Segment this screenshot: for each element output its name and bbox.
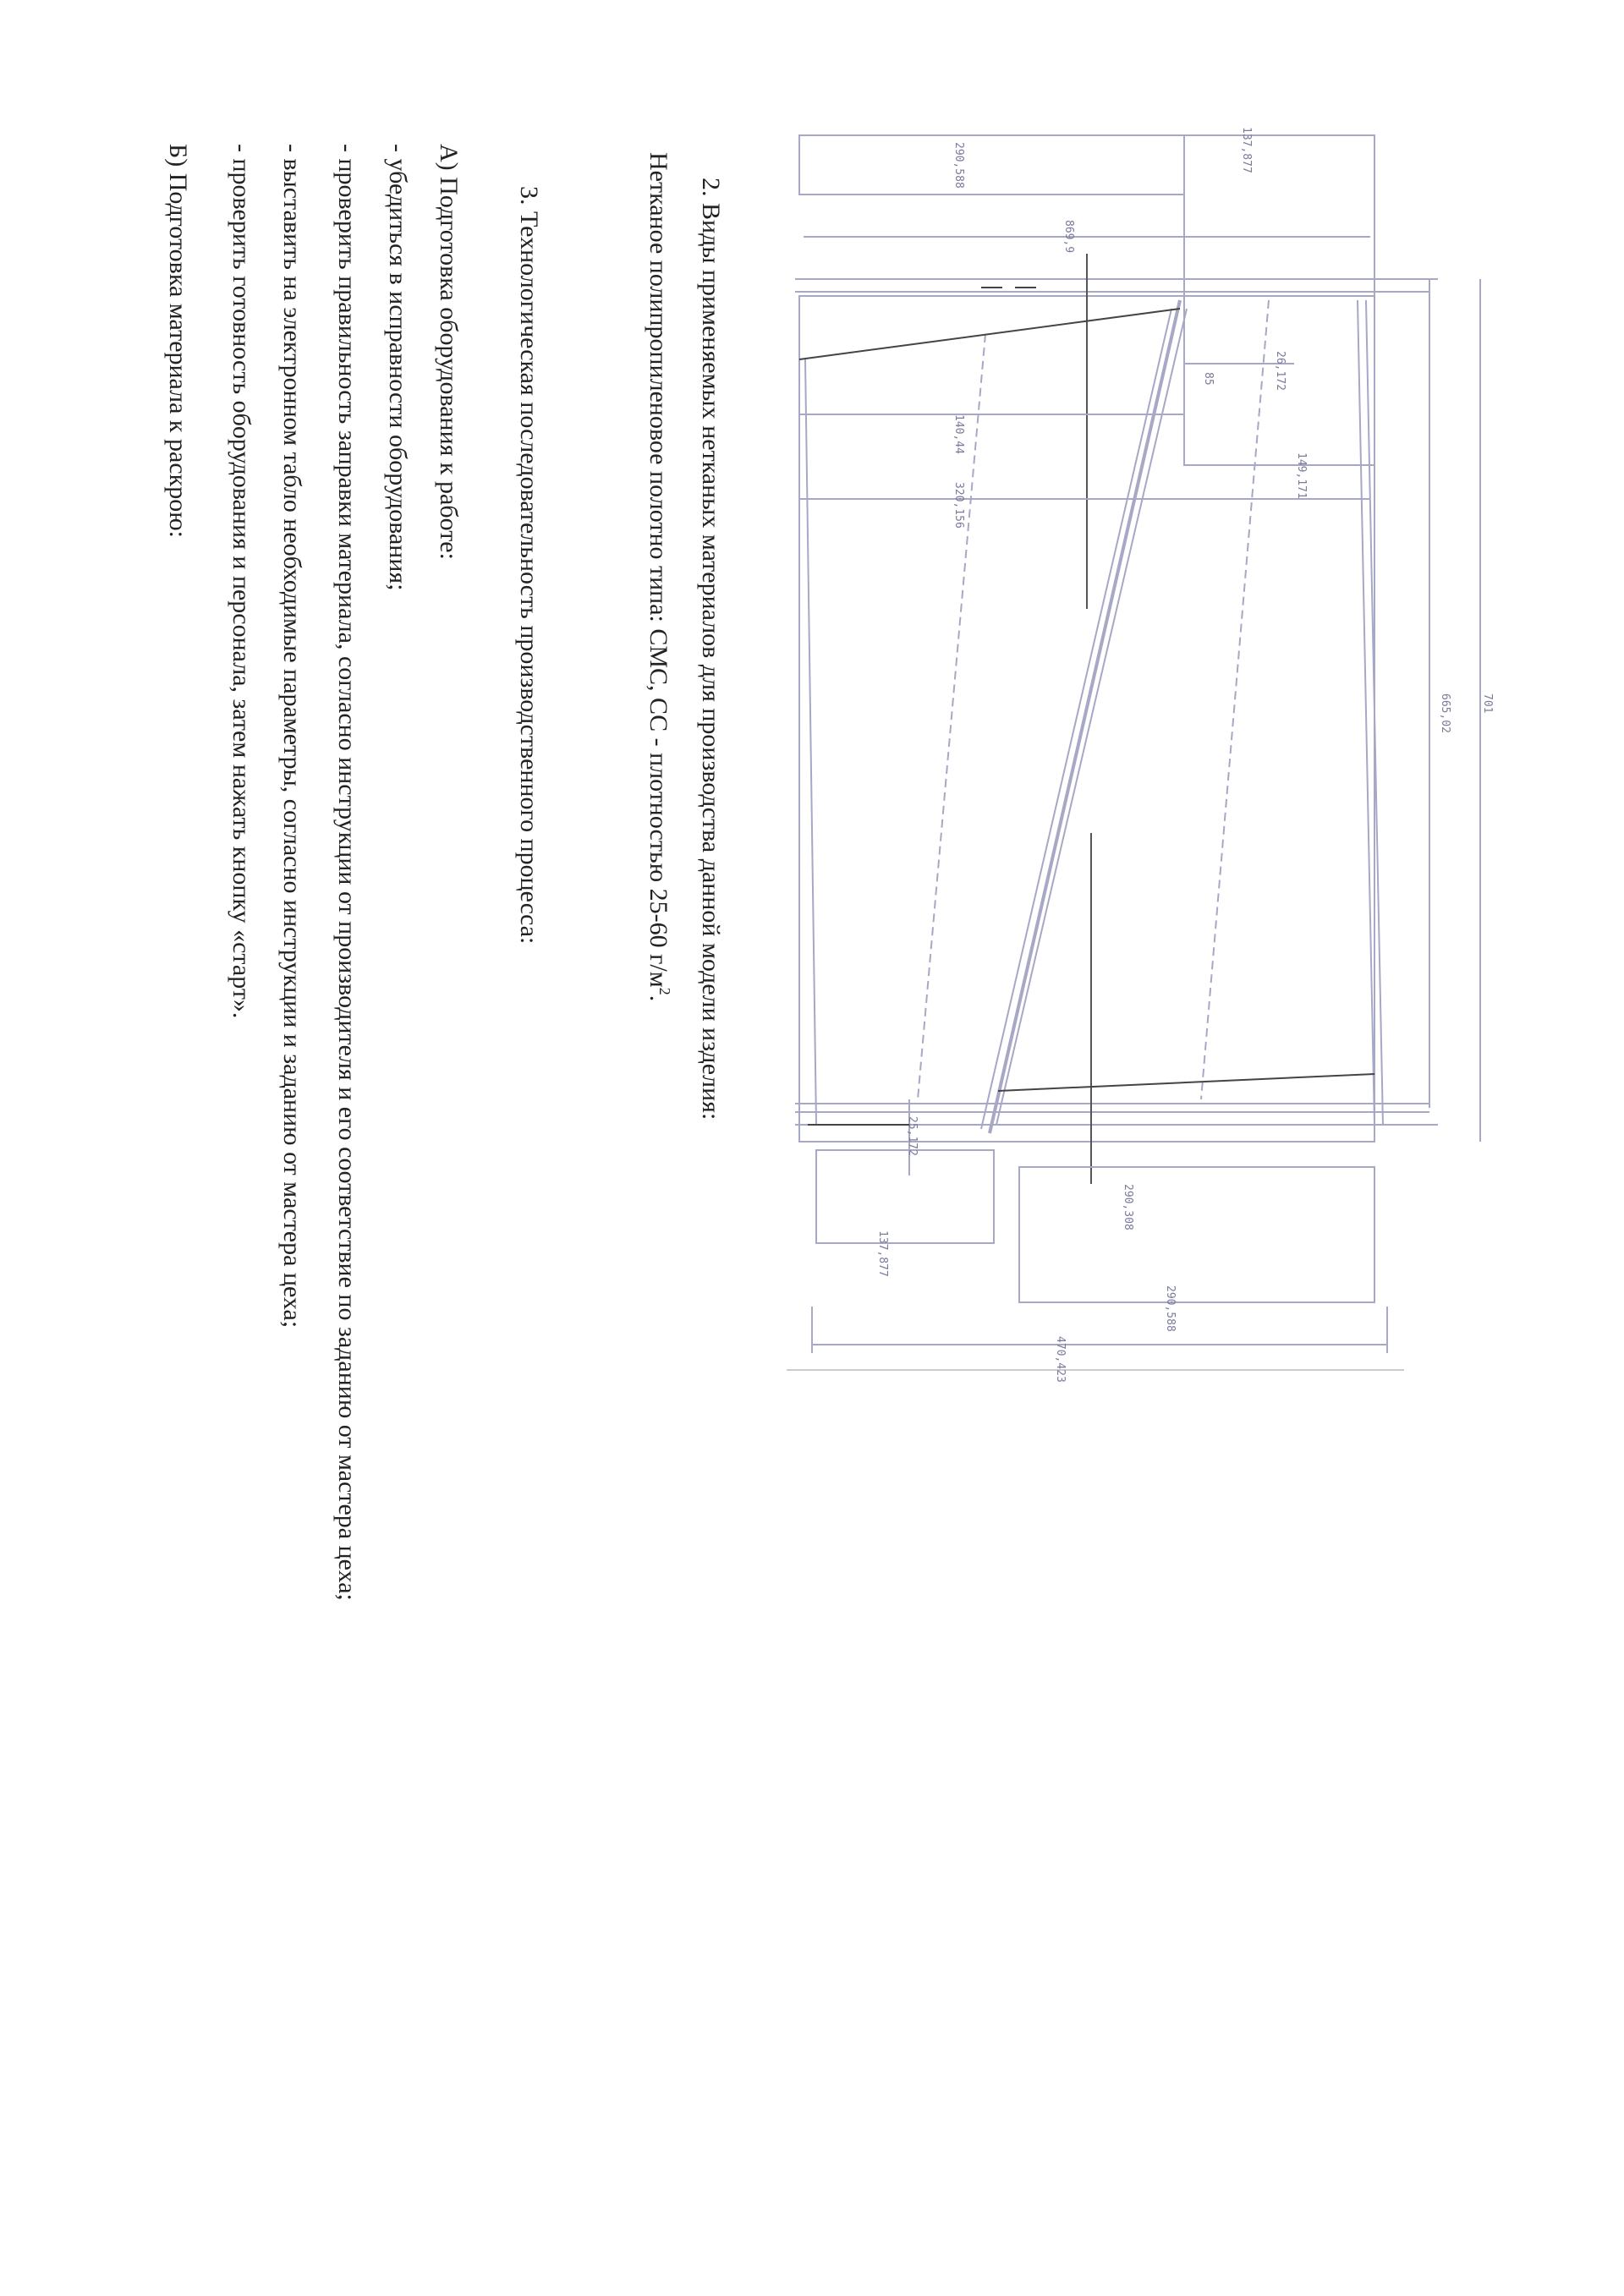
- dim-b: 320,156: [952, 482, 965, 529]
- material-suffix: .: [645, 995, 672, 1002]
- list-item: - проверить готовность оборудования и персонала, затем нажать кнопку «старт».: [228, 144, 255, 1019]
- list-item: - убедиться в исправности оборудования;: [384, 144, 412, 591]
- sub-b-heading: Б) Подготовка материала к раскрою:: [164, 144, 192, 538]
- outer-rect: [799, 296, 1374, 1142]
- dim-c: 26,172: [1274, 351, 1287, 391]
- dim-height-outer: 701: [1481, 693, 1494, 714]
- section-2-material: [645, 152, 672, 1001]
- dim-top-left: 290,588: [952, 142, 965, 189]
- list-item: - проверить правильность заправки материала, согласно инструкции от производителя и его соответствие по заданию от мастера цеха;: [333, 144, 361, 1601]
- dim-a: 140,44: [952, 414, 965, 454]
- dim-height-inner: 665,02: [1439, 693, 1451, 733]
- dim-bottom-right: 290,588: [1164, 1285, 1177, 1332]
- material-unit-sup: 2: [656, 987, 673, 995]
- dim-bottom-width: 470,423: [1054, 1336, 1067, 1383]
- dim-d: 149,171: [1295, 452, 1308, 499]
- sub-a-heading: А) Подготовка оборудования к работе:: [435, 144, 463, 560]
- dim-top-width: 869,9: [1062, 220, 1075, 254]
- list-item: - выставить на электронном табло необходимые параметры, согласно инструкции и заданию от мастера цеха;: [278, 144, 306, 1329]
- section-3-heading: 3. Технологическая последовательность производственного процесса:: [515, 186, 543, 945]
- dim-bottom-left: 137,877: [876, 1230, 889, 1277]
- section-2-heading: 2. Виды применяемых нетканых материалов для производства данной модели изделия:: [697, 178, 725, 1121]
- dim-angle: 85: [1202, 372, 1215, 386]
- document-text: [102, 0, 744, 2296]
- dim-bottom-left-v: 25,172: [906, 1116, 919, 1156]
- dim-top-right: 137,877: [1240, 127, 1253, 173]
- material-text: Нетканое полипропиленовое полотно типа: СМС, СС - плотностью 25-60 г/м: [645, 152, 672, 988]
- dim-bottom-mid: 290,308: [1122, 1184, 1134, 1230]
